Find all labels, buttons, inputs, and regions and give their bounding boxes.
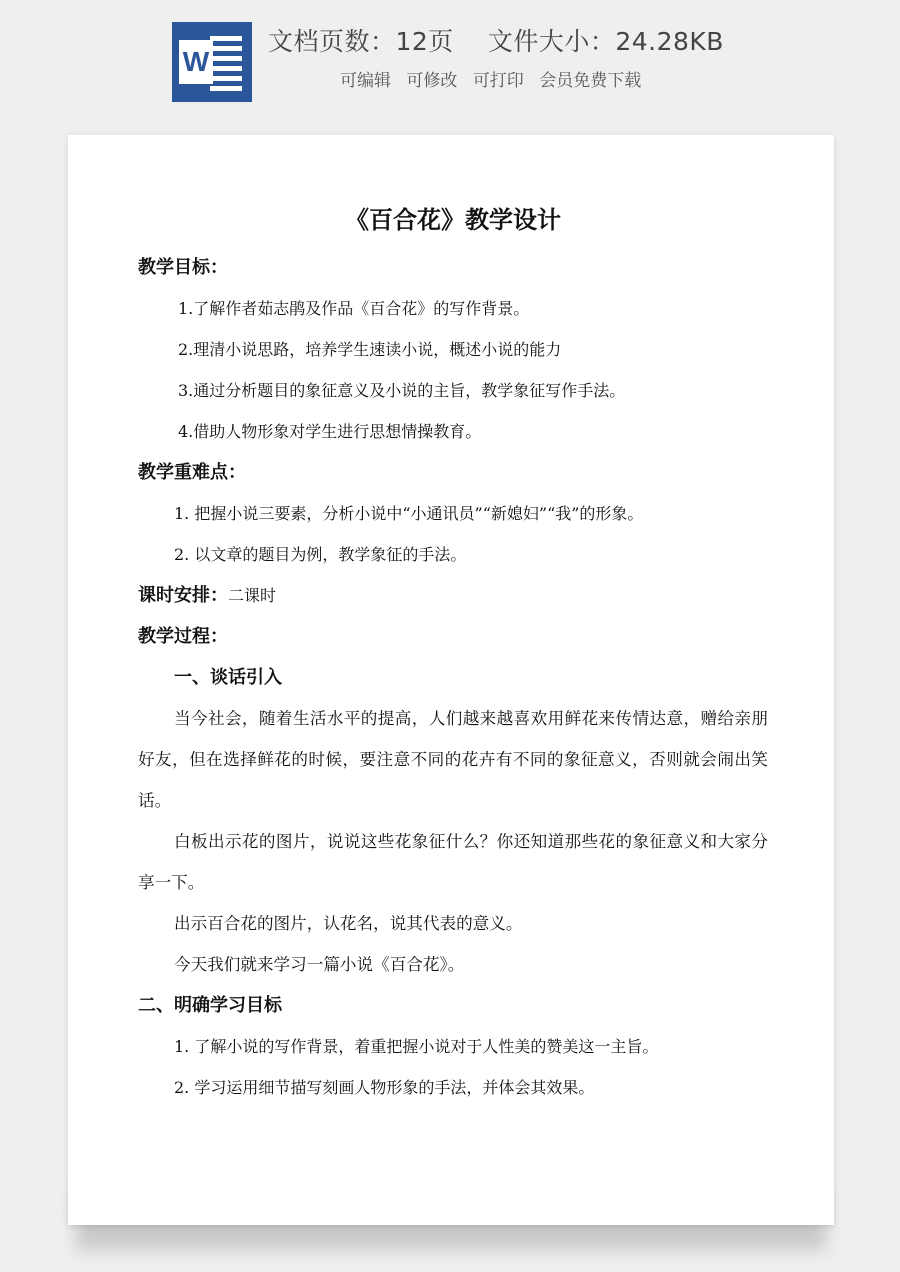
feature-modifiable: 可修改 bbox=[406, 71, 458, 91]
section2-item: 1. 了解小说的写作背景，着重把握小说对于人性美的赞美这一主旨。 bbox=[174, 1037, 659, 1056]
section1-paragraph: 今天我们就来学习一篇小说《百合花》。 bbox=[174, 955, 465, 974]
document-lines bbox=[210, 36, 242, 96]
section1-paragraph: 当今社会，随着生活水平的提高，人们越来越喜欢用鲜花来传情达意，赠给亲朋好友，但在选择鲜花的时候，要注意不同的花卉有不同的象征意义，否则就会闹出笑话。 bbox=[138, 709, 768, 810]
section2-item: 2. 学习运用细节描写刻画人物形象的手法，并体会其效果。 bbox=[174, 1078, 595, 1097]
document-content bbox=[138, 201, 768, 1108]
key-points-heading: 教学重难点： bbox=[138, 462, 246, 483]
page-count: 文档页数：12页 bbox=[268, 27, 454, 56]
file-stats bbox=[268, 22, 724, 58]
feature-editable: 可编辑 bbox=[340, 71, 391, 91]
file-size: 文件大小：24.28KB bbox=[487, 27, 724, 56]
feature-list bbox=[340, 66, 651, 91]
key-point-item: 2. 以文章的题目为例，教学象征的手法。 bbox=[174, 545, 467, 564]
schedule-label: 课时安排： bbox=[138, 585, 228, 606]
goal-item: 2.理清小说思路，培养学生速读小说，概述小说的能力 bbox=[178, 340, 562, 359]
section2-heading: 二、明确学习目标 bbox=[138, 995, 282, 1016]
process-heading: 教学过程： bbox=[138, 626, 228, 647]
goal-item: 1.了解作者茹志鹃及作品《百合花》的写作背景。 bbox=[178, 299, 530, 318]
section1-paragraph: 白板出示花的图片，说说这些花象征什么？你还知道那些花的象征意义和大家分享一下。 bbox=[138, 832, 768, 892]
word-letter: W bbox=[179, 40, 213, 84]
section1-paragraph: 出示百合花的图片，认花名，说其代表的意义。 bbox=[174, 914, 523, 933]
schedule-line bbox=[138, 575, 768, 616]
goals-heading: 教学目标： bbox=[138, 257, 228, 278]
feature-printable: 可打印 bbox=[472, 71, 524, 91]
goal-item: 4.借助人物形象对学生进行思想情操教育。 bbox=[178, 422, 482, 441]
key-point-item: 1. 把握小说三要素，分析小说中“小通讯员”“新媳妇”“我”的形象。 bbox=[174, 504, 644, 523]
goal-item: 3.通过分析题目的象征意义及小说的主旨，教学象征写作手法。 bbox=[178, 381, 626, 400]
section1-heading: 一、谈话引入 bbox=[174, 667, 282, 688]
schedule-value: 二课时 bbox=[228, 586, 277, 605]
document-title: 《百合花》教学设计 bbox=[345, 206, 561, 234]
download-banner bbox=[0, 0, 900, 120]
word-document-icon bbox=[172, 22, 252, 102]
document-page bbox=[68, 135, 834, 1225]
feature-free-download: 会员免费下载 bbox=[539, 71, 642, 91]
